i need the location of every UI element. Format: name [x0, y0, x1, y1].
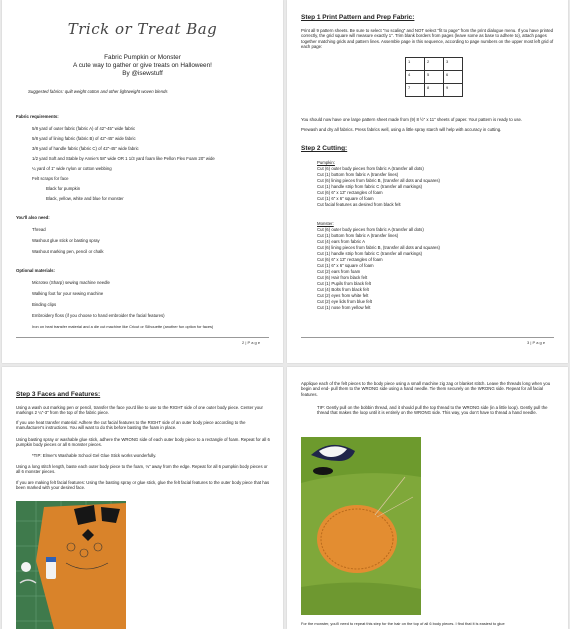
step3-para: Using basting spray or washable glue stick, adhere the WRONG side of each outer body piece to a rectangle of foam. Repeat for all 6 pumpkin body pieces or all 6 monster pieces. [16, 437, 270, 448]
applique-photo [301, 437, 421, 615]
cut-item: Cut (1) Pupils from black felt [317, 281, 371, 286]
cut-item: Cut (6) lining pieces from fabric B, (transfer all dots and squares) [317, 178, 440, 183]
fabric-item: 5/8 yard of outer fabric (fabric A) of 42"-45" wide fabric [32, 126, 136, 131]
cut-item: Cut (4) Bolts from black felt [317, 287, 369, 292]
applique-tip: TIP: Gently pull on the bobbin thread, and it should pull the top thread to the WRONG side (in a little loop). Gently pull the thread that makes the loop until it is entirely on the WRONG side. This way, you don't have to thread a hand needle. [317, 405, 548, 416]
cut-item: Cut (2) eyes from white felt [317, 293, 369, 298]
fabric-item: Felt scraps for face [32, 176, 69, 181]
fabric-item: 5/8 yard of lining fabric (fabric B) of 42"-45" wide fabric [32, 136, 136, 141]
cut-item: Cut (6) 6" x 13" rectangles of foam [317, 190, 383, 195]
need-item: Washout marking pen, pencil or chalk [32, 249, 104, 254]
applique-para: Applique each of the felt pieces to the body piece using a small machine zig zag or blanket stitch. Leave the threads long when you begin and end- pull them to the WRONG side using a hand needle. Tie them securely on the WRONG side. Repeat for all facial features. [301, 381, 551, 397]
footer-divider [16, 337, 269, 338]
doc-tagline: A cute way to gather or give treats on Halloween! [73, 62, 212, 69]
cut-item: Cut (6) outer body pieces from fabric A (transfer all dots) [317, 227, 424, 232]
optional-item: Iron on heat transfer material and a die cut machine like Cricut or Silhouette (another fun option for faces) [32, 324, 214, 329]
after-grid-text: You should now have one large pattern sheet made from (9) 8 ½" x 11" sheets of paper. Your pattern is ready to use. [301, 117, 523, 122]
step3-tip: *TIP: Elmer's Washable School Gel Glue Stick works wonderfully. [32, 453, 157, 458]
doc-title: Trick or Treat Bag [67, 20, 218, 38]
doc-subtitle: Fabric Pumpkin or Monster [104, 54, 181, 61]
prewash-text: Prewash and dry all fabrics. Press fabrics well, using a little spray starch will help with accuracy in cutting. [301, 127, 502, 132]
monster-label: Monster: [317, 221, 334, 226]
step2-heading: Step 2 Cutting: [301, 145, 348, 152]
optional-item: Microtex (Sharp) sewing machine needle [32, 280, 110, 285]
page-2 [2, 0, 283, 363]
grid-cell: 5 [425, 71, 444, 84]
cut-item: Cut (2) ears from foam [317, 269, 361, 274]
grid-cell: 3 [444, 58, 463, 71]
pumpkin-label: Pumpkin: [317, 160, 335, 165]
page-5 [287, 367, 568, 629]
grid-cell: 8 [425, 84, 444, 97]
cut-item: Cut (1) 6" x 6" square of foam [317, 263, 374, 268]
cut-item: Cut (1) handle strip from fabric C (transfer all markings) [317, 184, 423, 189]
cut-item: Cut (4) ears from fabric A [317, 239, 365, 244]
need-heading: You'll also need: [16, 215, 50, 220]
grid-cell: 1 [406, 58, 425, 71]
cut-item: Cut (1) handle strip from fabric C (transfer all markings) [317, 251, 423, 256]
step3-heading: Step 3 Faces and Features: [16, 391, 101, 398]
step1-heading: Step 1 Print Pattern and Prep Fabric: [301, 14, 415, 21]
grid-cell: 9 [444, 84, 463, 97]
cut-item: Cut facial features as desired from black felt [317, 202, 401, 207]
cut-item: Cut (1) bottom from fabric A (transfer lines) [317, 172, 399, 177]
page-number: 3 | P a g e [527, 340, 546, 345]
step3-para: If you use heat transfer material: Adhere the cut facial features to the RIGHT side of an outer body piece according to the manufacturer's instructions. You will want to do this before basting the foam in place. [16, 420, 246, 431]
optional-heading: Optional materials: [16, 268, 55, 273]
cut-item: Cut (1) bottom from fabric A (transfer lines) [317, 233, 399, 238]
fabric-item: 3/8 yard of handle fabric (fabric C) of 42"-45" wide fabric [32, 146, 139, 151]
suggested-fabrics: Suggested fabrics: quilt weight cotton and other lightweight woven blends [28, 89, 168, 94]
page-3 [287, 0, 568, 363]
page-assembly-grid [405, 57, 463, 97]
grid-cell: 4 [406, 71, 425, 84]
footer-divider [301, 337, 554, 338]
fabric-item: ¼ yard of 1" wide nylon or cotton webbing [32, 166, 112, 171]
cut-item: Cut (1) 6" x 6" square of foam [317, 196, 374, 201]
felt-features-photo [16, 501, 126, 629]
grid-cell: 2 [425, 58, 444, 71]
cut-item: Cut (2) eye lids from blue felt [317, 299, 372, 304]
cut-item: Cut (6) 6" x 13" rectangles of foam [317, 257, 383, 262]
page-number: 2 | P a g e [242, 340, 261, 345]
grid-cell: 7 [406, 84, 425, 97]
cut-item: Cut (6) Hair from black felt [317, 275, 368, 280]
fabric-item: 1/2 yard Soft and Stable by Annie's 58" wide OR 1 1/3 yard foam like Pellon Flex Foam 20" wide [32, 156, 215, 161]
optional-item: Embroidery floss (if you choose to hand embroider the facial features) [32, 313, 165, 318]
step1-text: Print all 9 pattern sheets. Be sure to select "no scaling" and NOT select "fit to page" from the print dialogue menu. If you have printed correctly, the grid square will measure exactly 1". Trim blank borders from pages (leave some as base to adhere to), attach pages together matching grids and pattern lines. Assemble page in this sequence, according to page numbers on the upper most left grid of each page: [301, 28, 554, 50]
optional-item: Binding clips [32, 302, 57, 307]
fabric-item: Black for pumpkin [46, 186, 81, 191]
need-item: Washout glue stick or basting spray [32, 238, 100, 243]
page-4 [2, 367, 283, 629]
need-item: Thread [32, 227, 46, 232]
cut-item: Cut (1) nose from yellow felt [317, 305, 371, 310]
step3-para: Using a wash out marking pen or pencil, transfer the face you'd like to use to the RIGHT side of one outer body piece. Center your markings 2 ¼"-3" from the top of the fabric piece. [16, 405, 263, 416]
step3-para: Using a long stitch length, baste each outer body piece to the foam, ⅛" away from the edge. Repeat for all 6 pumpkin body pieces or all 6 monster pieces. [16, 464, 268, 475]
grid-cell: 6 [444, 71, 463, 84]
fabric-heading: Fabric requirements: [16, 114, 59, 119]
monster-hair-text: For the monster, you'll need to repeat this step for the hair on the top of all 6 body pieces. I find that it is easiest to glue [301, 621, 505, 626]
cut-item: Cut (6) outer body pieces from fabric A (transfer all dots) [317, 166, 424, 171]
doc-author: By @isewstuff [122, 70, 163, 77]
step3-para: If you are making felt facial features: Using the basting spray or glue stick, glue the felt facial features to the outer body piece that has been marked with your desired face. [16, 480, 270, 491]
cut-item: Cut (6) lining pieces from fabric B, (transfer all dots and squares) [317, 245, 440, 250]
fabric-item: Black, yellow, white and blue for monster [46, 196, 124, 201]
optional-item: Walking foot for your sewing machine [32, 291, 104, 296]
